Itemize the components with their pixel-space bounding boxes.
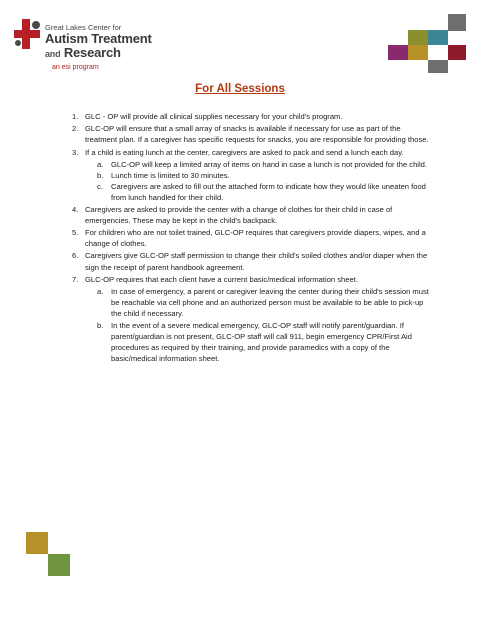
list-item <box>72 123 432 145</box>
item-text: For children who are not toilet trained, GLC-OP requires that caregivers provide diapers, wipes, and a change of clothes. <box>85 228 426 249</box>
sub-item-letter: a. <box>97 159 104 169</box>
decor-square-mustard-bottom <box>26 532 48 554</box>
decor-square-mustard <box>408 45 428 60</box>
sub-item-letter: c. <box>97 182 103 192</box>
list-item <box>72 111 432 122</box>
list-item <box>72 250 432 272</box>
decor-square-teal <box>428 30 448 45</box>
list-item <box>72 227 432 249</box>
decor-square-green-bottom <box>48 554 70 576</box>
item-number: 2. <box>72 124 79 134</box>
sub-item-text: In case of emergency, a parent or caregiver leaving the center during their child's session must be reachable via cell phone and an authorized person must be available to be able to pick-up the child if necessary. <box>111 287 429 319</box>
sub-item-letter: b. <box>97 320 104 330</box>
sub-item-text: In the event of a severe medical emergency, GLC-OP staff will notify parent/guardian. If parent/guardian is not present, GLC-OP staff will call 911, begin emergency CPR/First Aid procedures as required by their training, and provide paramedics with a copy of the basic/medical information sheet. <box>111 320 412 364</box>
sub-list-item <box>85 159 432 170</box>
sub-item-text: Caregivers are asked to fill out the attached form to indicate how they would like uneaten food from lunch handled for their child. <box>111 182 426 203</box>
decor-square-olive <box>408 30 428 45</box>
item-text: GLC - OP will provide all clinical supplies necessary for your child's program. <box>85 112 343 121</box>
sub-item-text: GLC-OP will keep a limited array of items on hand in case a lunch is not provided for the child. <box>111 159 428 169</box>
sub-list-item <box>85 181 432 203</box>
decor-square-gray-bottom <box>428 60 448 73</box>
decor-square-dark-red <box>448 45 466 60</box>
session-rules-list <box>72 111 432 364</box>
sub-list-item <box>85 320 432 365</box>
item-text: Caregivers are asked to provide the center with a change of clothes for their child in case of emergencies. These may be kept in the child's backpack. <box>85 204 393 225</box>
sub-item-letter: b. <box>97 171 104 181</box>
logo-top-text: Great Lakes Center for <box>45 23 122 32</box>
puzzle-mark-icon <box>14 19 42 49</box>
list-item <box>72 204 432 226</box>
sub-item-letter: a. <box>97 287 104 297</box>
logo-subtitle: an esi program <box>52 64 99 71</box>
item-number: 7. <box>72 274 79 284</box>
sub-item-text: Lunch time is limited to 30 minutes. <box>111 171 230 181</box>
page-title: For All Sessions <box>195 83 285 95</box>
item-text: Caregivers give GLC-OP staff permission to change their child's soiled clothes and/or diaper when the sign the receipt of parent handbook agreement. <box>85 251 428 272</box>
logo-line-1: Autism Treatment <box>45 31 152 46</box>
item-text: GLC-OP will ensure that a small array of snacks is available if necessary for use as part of the treatment plan. If a caregiver has specific requests for snacks, you are responsible for providing those. <box>85 124 429 145</box>
organization-logo <box>14 13 174 73</box>
sub-list-item <box>85 170 432 181</box>
item-number: 3. <box>72 147 79 157</box>
sub-list-item <box>85 286 432 320</box>
logo-line-2 <box>45 45 121 60</box>
item-number: 6. <box>72 251 79 261</box>
item-text: If a child is eating lunch at the center, caregivers are asked to pack and send a lunch each day. <box>85 147 404 157</box>
decor-square-purple <box>388 45 408 60</box>
logo-research: Research <box>63 45 121 60</box>
item-number: 5. <box>72 228 79 238</box>
item-number: 4. <box>72 204 79 214</box>
item-number: 1. <box>72 112 79 121</box>
decor-square-gray-top <box>448 14 466 31</box>
logo-and: and <box>45 49 61 59</box>
list-item <box>72 147 432 158</box>
item-text: GLC-OP requires that each client have a current basic/medical information sheet. <box>85 274 358 284</box>
list-item <box>72 274 432 285</box>
